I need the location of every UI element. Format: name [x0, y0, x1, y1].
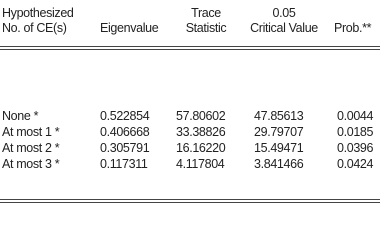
- row-prob: 0.0044: [337, 109, 374, 123]
- row-critical: 29.79707: [254, 125, 304, 139]
- header-prob: Prob.**: [334, 21, 372, 35]
- row-eigenvalue: 0.305791: [100, 141, 150, 155]
- header-hypothesized-line2: No. of CE(s): [2, 21, 67, 35]
- row-critical: 15.49471: [254, 141, 304, 155]
- row-prob: 0.0185: [337, 125, 374, 139]
- row-label: At most 3 *: [2, 157, 60, 171]
- row-label: At most 2 *: [2, 141, 60, 155]
- header-eigenvalue: Eigenvalue: [100, 21, 159, 35]
- row-critical: 47.85613: [254, 109, 304, 123]
- row-critical: 3.841466: [254, 157, 304, 171]
- row-prob: 0.0396: [337, 141, 374, 155]
- header-trace-line2: Statistic: [185, 21, 227, 35]
- footer-rule-top: [0, 199, 380, 200]
- header-rule-top: [0, 46, 380, 47]
- row-eigenvalue: 0.522854: [100, 109, 150, 123]
- row-trace: 4.117804: [176, 157, 225, 171]
- row-trace: 16.16220: [176, 141, 226, 155]
- row-label: None *: [2, 109, 39, 123]
- footer-rule-bottom: [0, 202, 380, 203]
- row-prob: 0.0424: [337, 157, 374, 171]
- row-trace: 33.38826: [176, 125, 226, 139]
- header-trace-line1: Trace: [191, 6, 221, 20]
- header-critical-line1: 0.05: [272, 6, 296, 20]
- header-critical-line2: Critical Value: [250, 21, 318, 35]
- row-trace: 57.80602: [176, 109, 226, 123]
- header-hypothesized-line1: Hypothesized: [2, 6, 74, 20]
- row-label: At most 1 *: [2, 125, 60, 139]
- row-eigenvalue: 0.406668: [100, 125, 150, 139]
- header-rule-bottom: [0, 49, 380, 50]
- row-eigenvalue: 0.117311: [100, 157, 148, 171]
